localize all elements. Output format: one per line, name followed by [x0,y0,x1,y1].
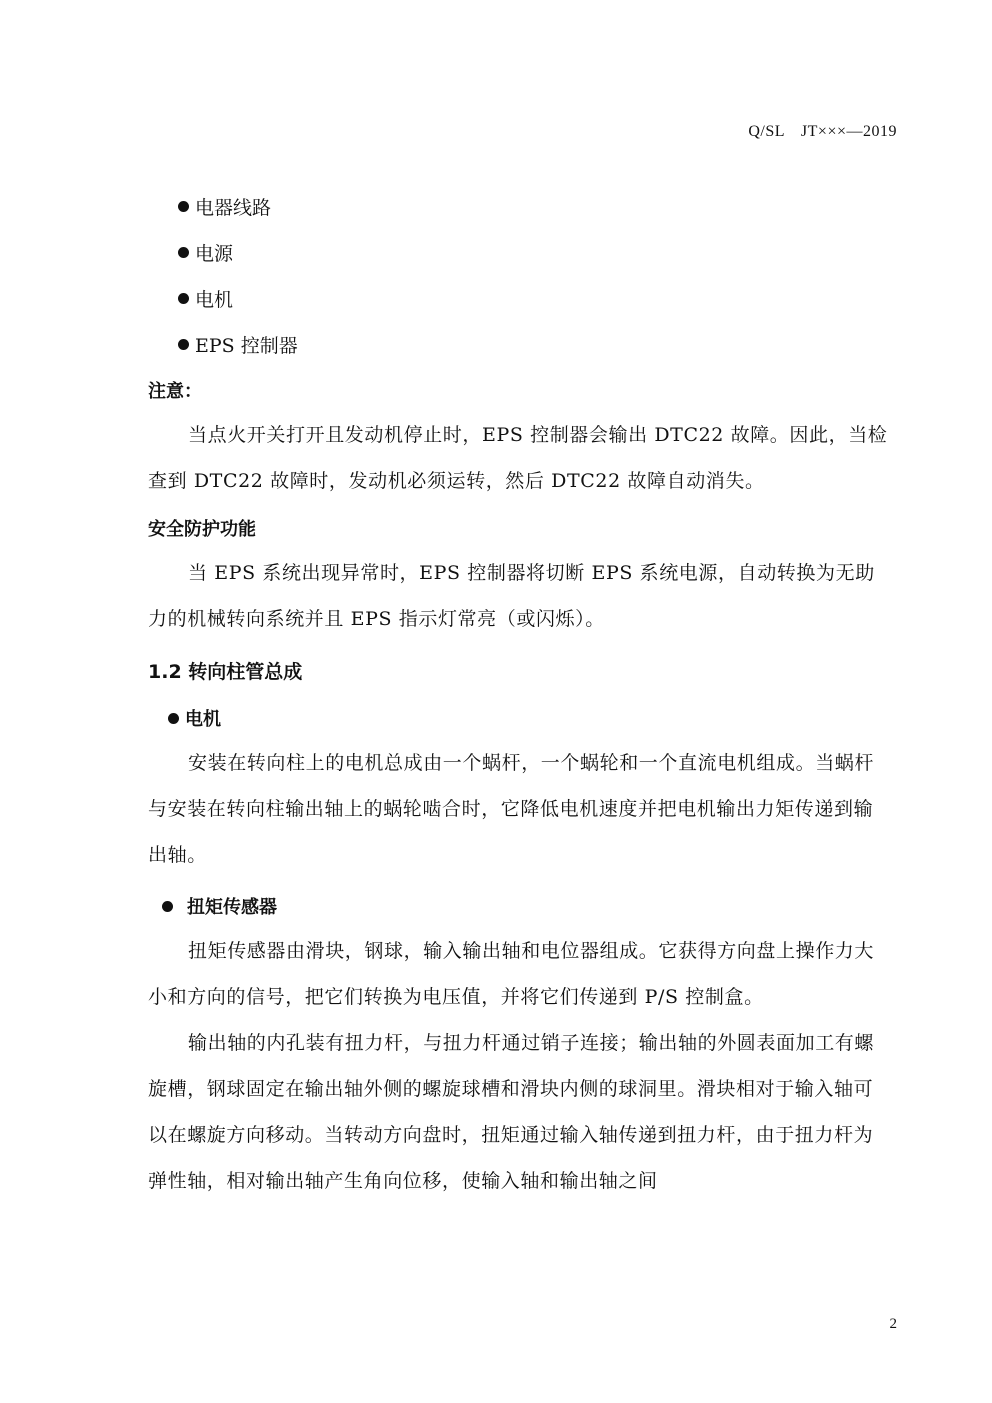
note-heading: 注意： [148,381,202,402]
bullet-dot-icon [178,339,189,350]
bullet-item-motor [178,285,918,312]
bullet-item-power [178,239,918,266]
page-number: 2 [889,1316,897,1332]
bullet-text: EPS 控制器 [195,335,298,357]
bullet-text: 电机 [195,289,234,311]
torque-sensor-heading [162,893,902,919]
bullet-text: 电源 [195,243,234,265]
motor-heading-text: 电机 [185,709,221,730]
section-heading: 1.2 转向柱管总成 [148,661,303,683]
motor-heading [168,705,908,731]
bullet-dot-icon [178,247,189,258]
torque-sensor-heading-text: 扭矩传感器 [187,897,277,918]
note-paragraph: 当点火开关打开且发动机停止时，EPS 控制器会输出 DTC22 故障。因此，当检查到 DTC22 故障时，发动机必须运转，然后 DTC22 故障自动消失。 [148,424,888,492]
bullet-dot-icon [168,713,179,724]
motor-paragraph: 安装在转向柱上的电机总成由一个蜗杆，一个蜗轮和一个直流电机组成。当蜗杆与安装在转向柱输出轴上的蜗轮啮合时，它降低电机速度并把电机输出力矩传递到输出轴。 [148,752,875,866]
safety-heading: 安全防护功能 [148,519,256,540]
bullet-dot-icon [178,201,189,212]
bullet-item-wiring [178,193,918,220]
torque-sensor-paragraph-1: 扭矩传感器由滑块，钢球，输入输出轴和电位器组成。它获得方向盘上操作力大小和方向的信号，把它们转换为电压值，并将它们传递到 P/S 控制盒。 [148,940,875,1008]
document-header-code: Q/SL JT×××—2019 [748,123,897,140]
safety-paragraph: 当 EPS 系统出现异常时，EPS 控制器将切断 EPS 系统电源，自动转换为无助力的机械转向系统并且 EPS 指示灯常亮（或闪烁）。 [148,562,875,630]
torque-sensor-paragraph-2: 输出轴的内孔装有扭力杆，与扭力杆通过销子连接；输出轴的外圆表面加工有螺旋槽，钢球固定在输出轴外侧的螺旋球槽和滑块内侧的球洞里。滑块相对于输入轴可以在螺旋方向移动。当转动方向盘时，扭矩通过输入轴传递到扭力杆，由于扭力杆为弹性轴，相对输出轴产生角向位移，使输入轴和输出轴之间 [148,1032,875,1192]
bullet-item-eps-controller [178,331,918,358]
bullet-dot-icon [162,901,173,912]
bullet-text: 电器线路 [195,197,272,219]
bullet-dot-icon [178,293,189,304]
